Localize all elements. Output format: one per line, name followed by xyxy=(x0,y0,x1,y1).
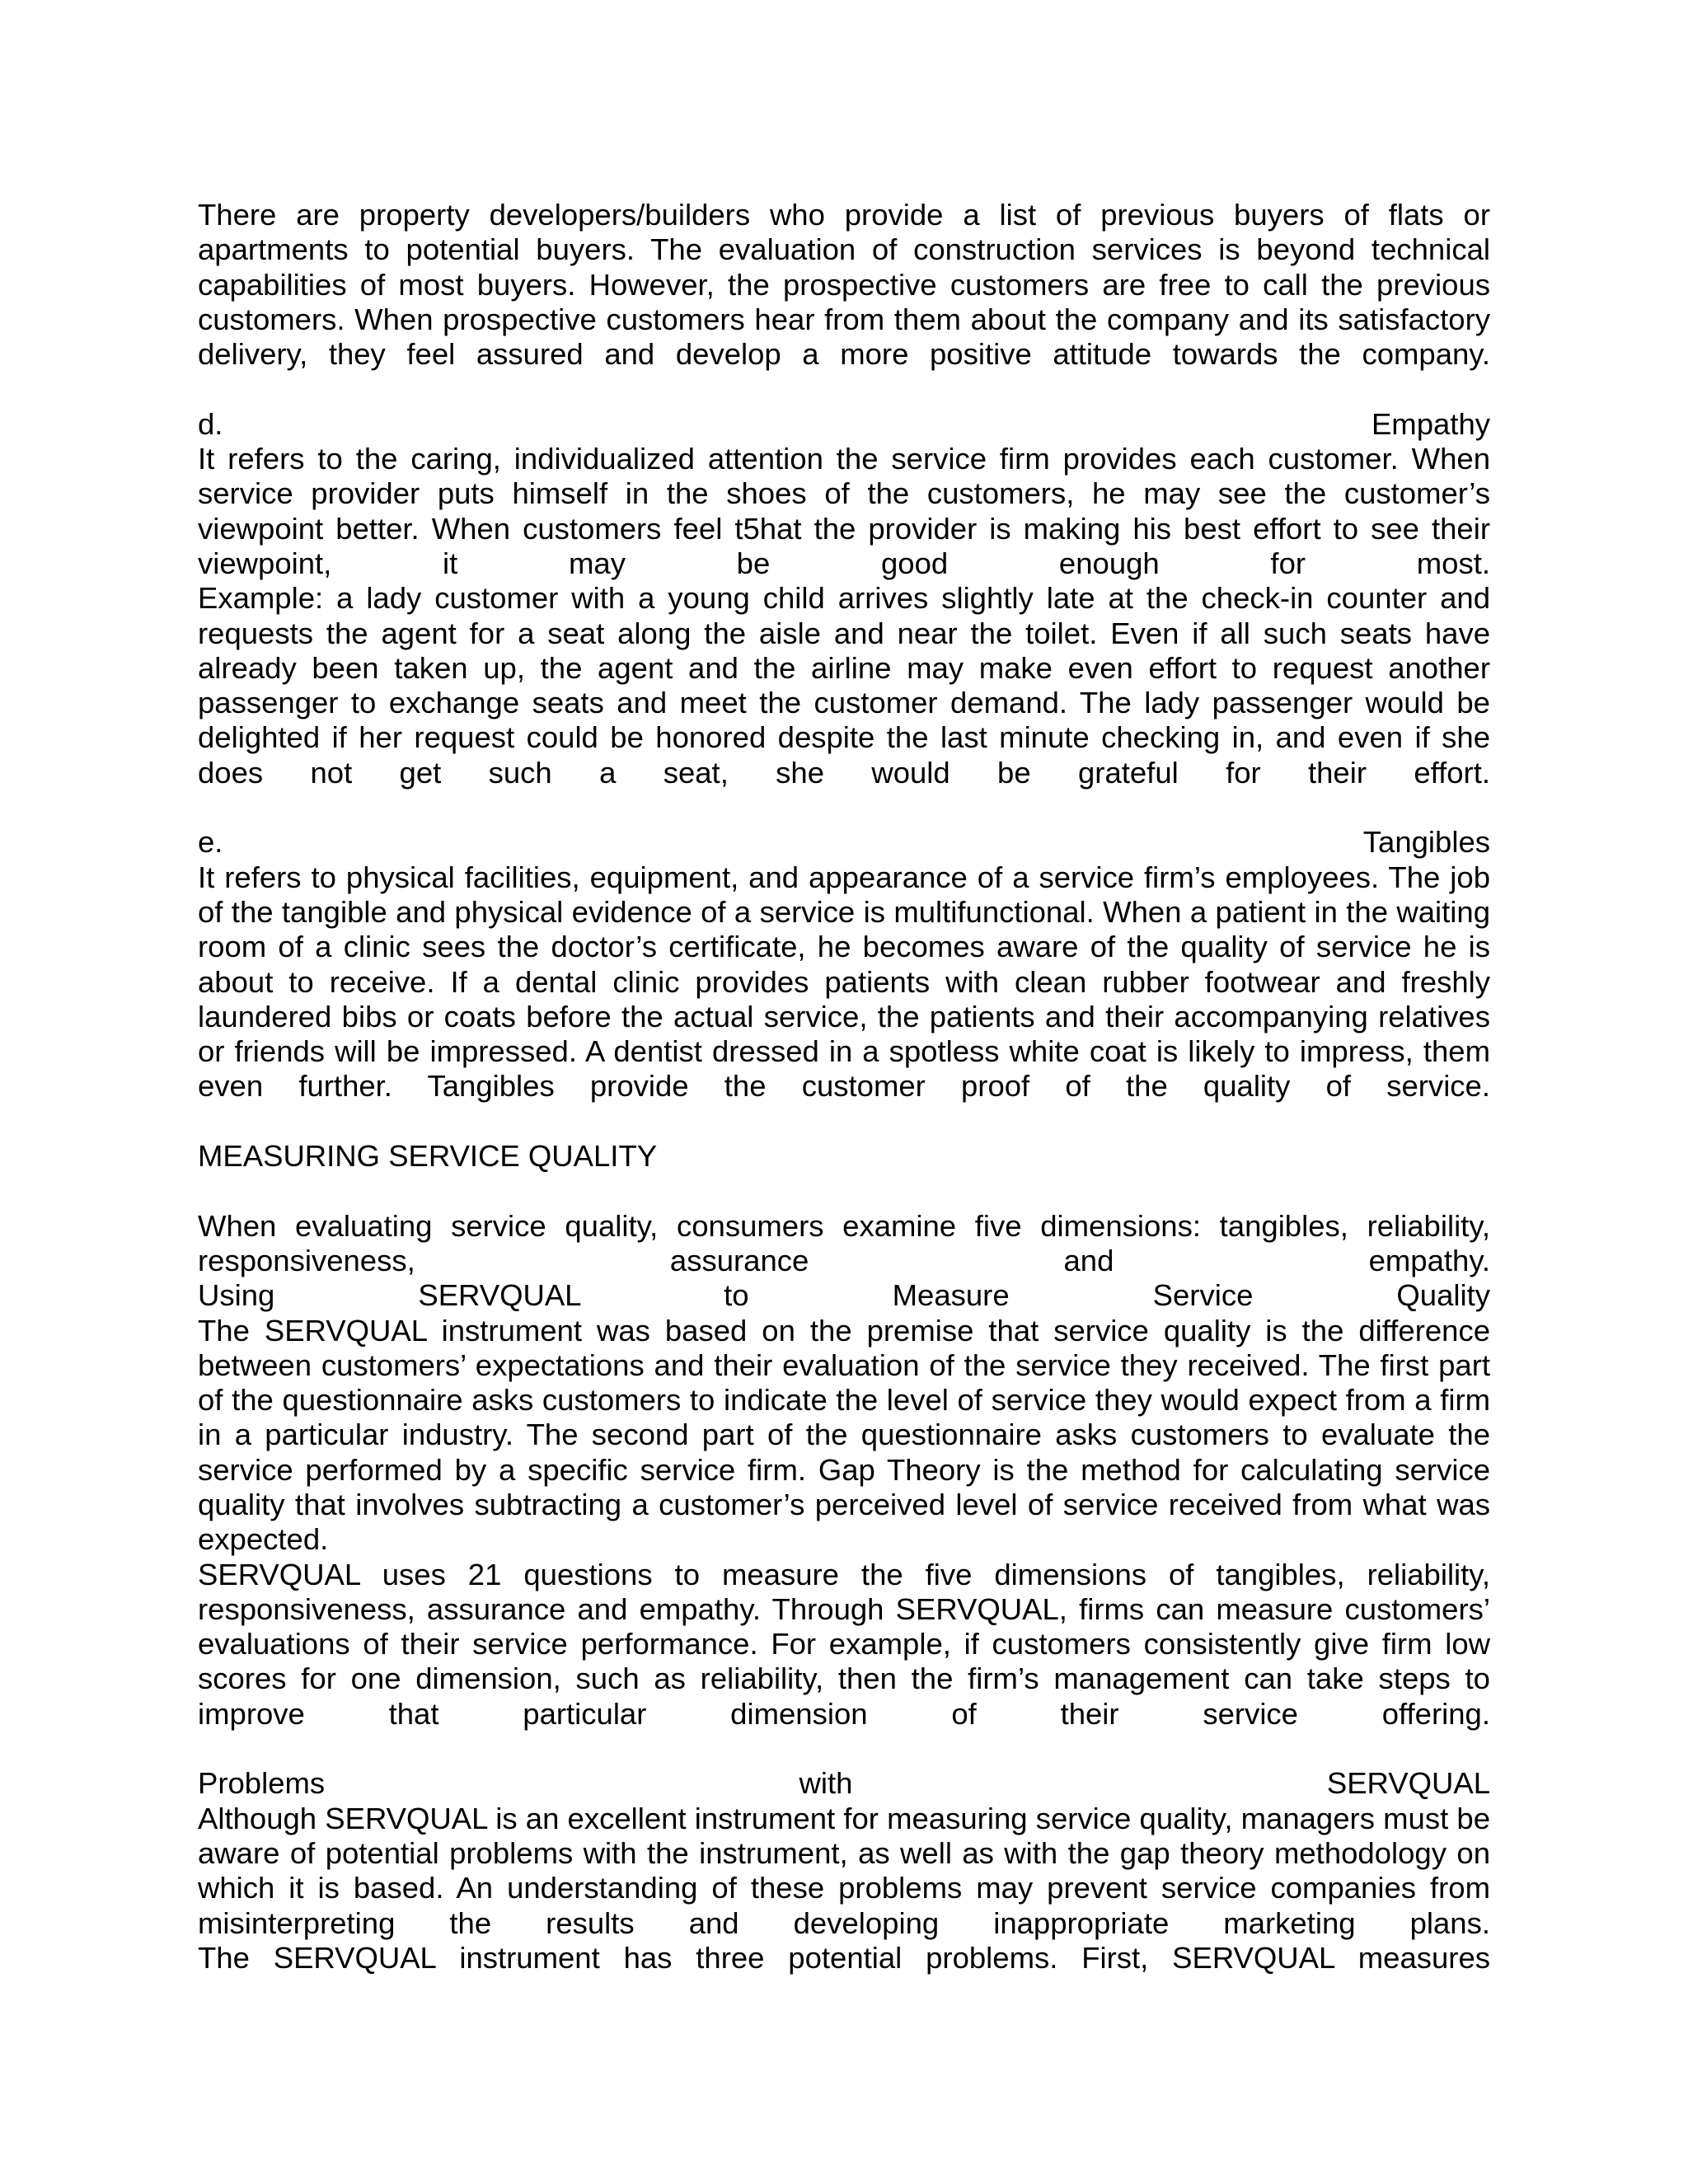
paragraph-tangibles-definition: It refers to physical facilities, equipment, and appearance of a service firm’s employees. The job of the tangible and physical evidence of a service is multifunctional. When a patient in the waiting room of a clinic sees the doctor’s certificate, he becomes aware of the quality of service he is about to receive. If a dental clinic provides patients with clean rubber footwear and freshly laundered bibs or coats before the actual service, the patients and their accompanying relatives or friends will be impressed. A dentist dressed in a spotless white coat is likely to impress, them even further. Tangibles provide the customer proof of the quality of service. xyxy=(198,860,1490,1104)
paragraph-servqual-21-questions: SERVQUAL uses 21 questions to measure the five dimensions of tangibles, reliability, responsiveness, assurance and empathy. Through SERVQUAL, firms can measure customers’ evaluations of their service performance. For example, if customers consistently give firm low scores for one dimension, such as reliability, then the firm’s management can take steps to improve that particular dimension of their service offering. xyxy=(198,1557,1490,1731)
section-title-tangibles: Tangibles xyxy=(1362,825,1490,860)
paragraph-empathy-definition: It refers to the caring, individualized attention the service firm provides each customer. When service provider puts himself in the shoes of the customers, he may see the customer’s viewpoint better. When customers feel t5hat the provider is making his best effort to see their viewpoint, it may be good enough for most. xyxy=(198,442,1490,580)
paragraph-gap xyxy=(198,372,1490,406)
heading-using-servqual: Using SERVQUAL to Measure Service Quality xyxy=(198,1278,1490,1313)
heading-problems-with-servqual: Problems with SERVQUAL xyxy=(198,1766,1490,1801)
paragraph-servqual-instrument: The SERVQUAL instrument was based on the premise that service quality is the difference between customers’ expectations and their evaluation of the service they received. The first part of the questionnaire asks customers to indicate the level of service they would expect from a firm in a particular industry. The second part of the questionnaire asks customers to evaluate the service performed by a specific service firm. Gap Theory is the method for calculating service quality that involves subtracting a customer’s perceived level of service received from what was expected. xyxy=(198,1313,1490,1557)
paragraph-five-dimensions: When evaluating service quality, consumers examine five dimensions: tangibles, reliability, responsiveness, assurance and empathy. xyxy=(198,1208,1490,1277)
document-page xyxy=(198,198,1490,1975)
paragraph-empathy-example: Example: a lady customer with a young child arrives slightly late at the check-in counter and requests the agent for a seat along the aisle and near the toilet. Even if all such seats have already been taken up, the agent and the airline may make even effort to request another passenger to exchange seats and meet the customer demand. The lady passenger would be delighted if her request could be honored despite the last minute checking in, and even if she does not get such a seat, she would be grateful for their effort. xyxy=(198,581,1490,790)
section-heading-empathy xyxy=(198,407,1490,442)
paragraph-gap xyxy=(198,790,1490,825)
paragraph-three-problems: The SERVQUAL instrument has three potential problems. First, SERVQUAL measures xyxy=(198,1940,1490,1975)
section-heading-tangibles xyxy=(198,825,1490,860)
section-label-e: e. xyxy=(198,825,223,860)
paragraph-gap xyxy=(198,1104,1490,1139)
paragraph-property-developers: There are property developers/builders who provide a list of previous buyers of flats or apartments to potential buyers. The evaluation of construction services is beyond technical capabilities of most buyers. However, the prospective customers are free to call the previous customers. When prospective customers hear from them about the company and its satisfactory delivery, they feel assured and develop a more positive attitude towards the company. xyxy=(198,198,1490,372)
section-title-empathy: Empathy xyxy=(1371,406,1490,441)
paragraph-gap xyxy=(198,1732,1490,1766)
paragraph-servqual-problems: Although SERVQUAL is an excellent instrument for measuring service quality, managers must be aware of potential problems with the instrument, as well as with the gap theory methodology on which it is based. An understanding of these problems may prevent service companies from misinterpreting the results and developing inappropriate marketing plans. xyxy=(198,1801,1490,1940)
heading-measuring-service-quality: MEASURING SERVICE QUALITY xyxy=(198,1139,658,1174)
paragraph-gap xyxy=(198,1174,1490,1208)
section-label-d: d. xyxy=(198,406,223,441)
